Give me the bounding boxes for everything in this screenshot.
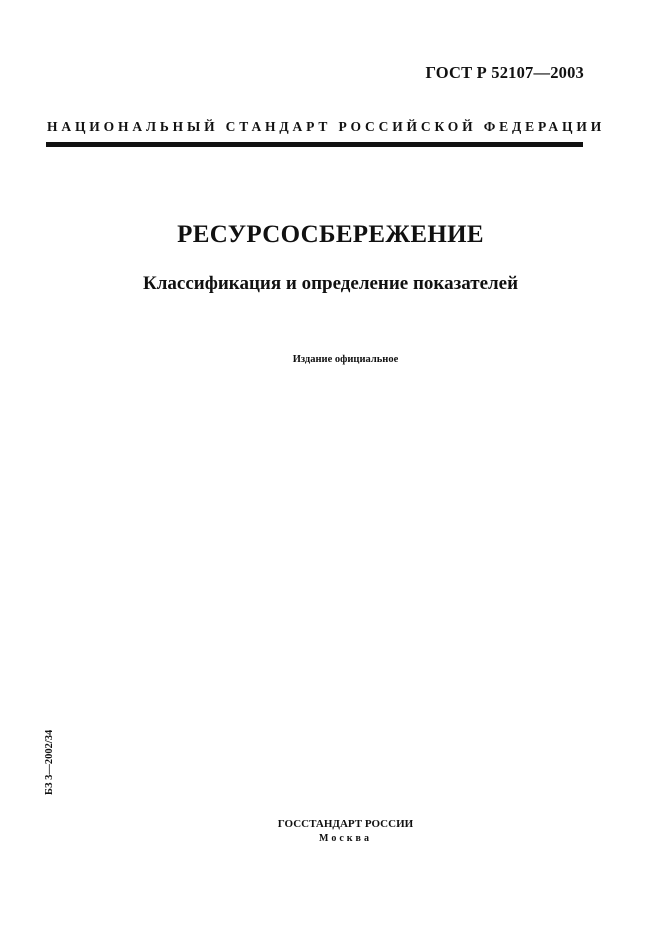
- header-divider: [46, 142, 583, 147]
- national-standard-header: НАЦИОНАЛЬНЫЙ СТАНДАРТ РОССИЙСКОЙ ФЕДЕРАЦИИ: [47, 119, 606, 134]
- standard-code: ГОСТ Р 52107—2003: [425, 63, 584, 82]
- page-title: РЕСУРСОСБЕРЕЖЕНИЕ: [177, 221, 484, 248]
- publisher-name: ГОССТАНДАРТ РОССИИ: [277, 818, 414, 830]
- publisher-city: Москва: [319, 833, 372, 844]
- edition-note: Издание официальное: [292, 354, 399, 365]
- side-reference-code: БЗ 3—2002/34: [44, 729, 55, 795]
- page-subtitle: Классификация и определение показателей: [142, 273, 519, 294]
